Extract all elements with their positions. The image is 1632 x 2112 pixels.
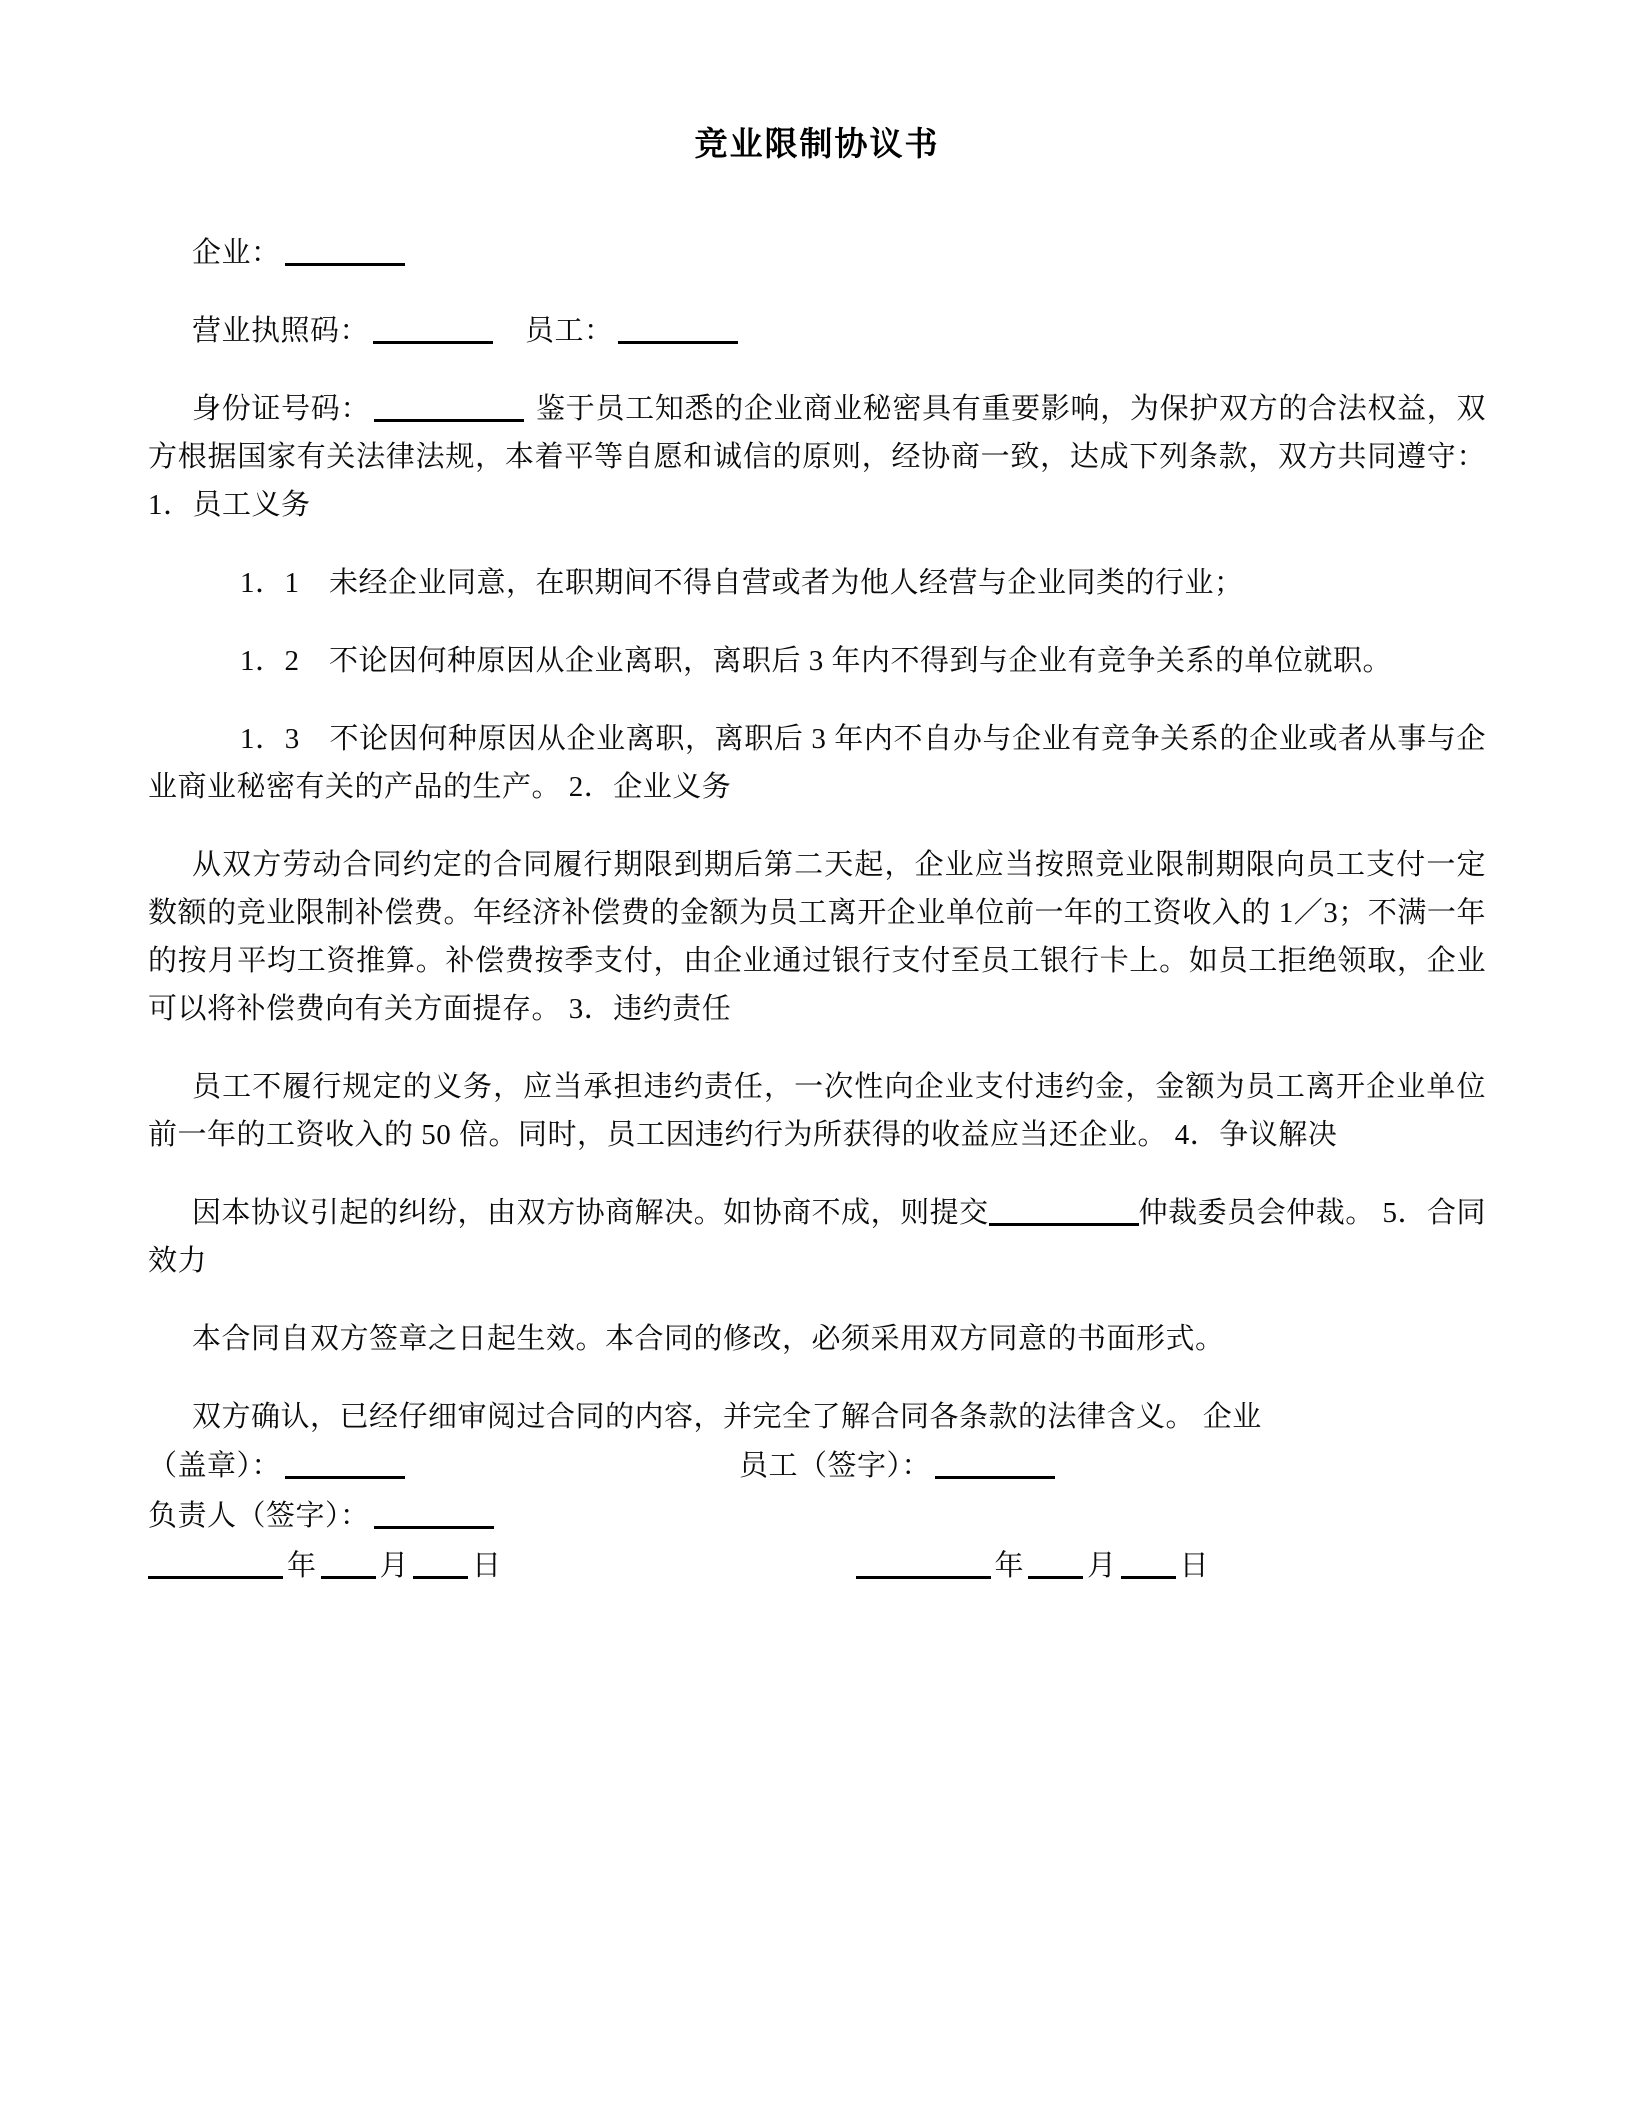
intro-text: 鉴于员工知悉的企业商业秘密具有重要影响，为保护双方的合法权益，双方根据国家有关法律法规，本着平等自愿和诚信的原则，经协商一致，达成下列条款，双方共同遵守： 1．员工义务 — [148, 393, 1486, 521]
para-clause-1-1: 1．1 未经企业同意，在职期间不得自营或者为他人经营与企业同类的行业； — [240, 567, 1244, 599]
para-compensation: 从双方劳动合同约定的合同履行期限到期后第二天起，企业应当按照竞业限制期限向员工支付一定数额的竞业限制补偿费。年经济补偿费的金额为员工离开企业单位前一年的工资收入的 1／3；不满一年的按月平均工资推算。补偿费按季支付，由企业通过银行支付至员工银行卡上。如员工拒绝领取，企业可以将补偿费向有关方面提存。 3．违约责任 — [148, 849, 1486, 1025]
employee-label: 员工： — [525, 315, 614, 347]
para-intro — [148, 385, 1486, 529]
dispute-text-after: 仲裁委员会仲裁。 5．合同效力 — [148, 1197, 1486, 1277]
document-title: 竞业限制协议书 — [694, 125, 940, 162]
enterprise-seal-label: （盖章）： — [148, 1450, 282, 1482]
para-breach: 员工不履行规定的义务，应当承担违约责任，一次性向企业支付违约金，金额为员工离开企业单位前一年的工资收入的 50 倍。同时，员工因违约行为所获得的收益应当还企业。 4．争议解决 — [148, 1071, 1486, 1151]
para-dispute — [148, 1189, 1486, 1285]
enterprise-seal-blank-field[interactable] — [285, 1447, 405, 1479]
day-label: 日 — [472, 1550, 502, 1582]
license-blank-field[interactable] — [373, 312, 493, 344]
employee-date-month-blank[interactable] — [1028, 1547, 1083, 1579]
manager-signature-blank-field[interactable] — [374, 1497, 494, 1529]
dispute-text-before: 因本协议引起的纠纷，由双方协商解决。如协商不成，则提交 — [192, 1197, 989, 1229]
arbitration-blank-field[interactable] — [989, 1194, 1139, 1226]
signature-line-manager — [148, 1491, 1486, 1541]
year-label: 年 — [994, 1550, 1025, 1582]
license-label: 营业执照码： — [192, 315, 370, 347]
signature-line-seal-and-employee — [148, 1441, 1486, 1491]
month-label: 月 — [1087, 1550, 1117, 1582]
year-label: 年 — [287, 1550, 317, 1582]
day-label: 日 — [1179, 1550, 1210, 1582]
employee-blank-field[interactable] — [618, 312, 738, 344]
enterprise-date-day-blank[interactable] — [413, 1547, 468, 1579]
para-confirm: 双方确认，已经仔细审阅过合同的内容，并完全了解合同各条款的法律含义。 企业 — [192, 1401, 1262, 1433]
employee-date-day-blank[interactable] — [1121, 1547, 1176, 1579]
field-line-license-employee — [148, 307, 1486, 355]
enterprise-date-month-blank[interactable] — [321, 1547, 376, 1579]
employee-signature-label: 员工（签字）： — [739, 1450, 932, 1482]
enterprise-label: 企业： — [192, 237, 281, 269]
id-number-blank-field[interactable] — [374, 390, 524, 422]
enterprise-date-year-blank[interactable] — [148, 1547, 283, 1579]
month-label: 月 — [379, 1550, 410, 1582]
para-effect: 本合同自双方签章之日起生效。本合同的修改，必须采用双方同意的书面形式。 — [192, 1323, 1225, 1355]
date-line — [148, 1541, 1486, 1591]
para-clause-1-2: 1．2 不论因何种原因从企业离职，离职后 3 年内不得到与企业有竞争关系的单位就职。 — [240, 645, 1393, 677]
manager-signature-label: 负责人（签字）： — [148, 1500, 370, 1532]
employee-signature-blank-field[interactable] — [935, 1447, 1055, 1479]
enterprise-blank-field[interactable] — [285, 234, 405, 266]
para-clause-1-3: 1．3 不论因何种原因从企业离职，离职后 3 年内不自办与企业有竞争关系的企业或者从事与企业商业秘密有关的产品的生产。 2．企业义务 — [148, 723, 1486, 803]
employee-date-year-blank[interactable] — [856, 1547, 991, 1579]
field-line-enterprise — [148, 229, 1486, 277]
id-number-label: 身份证号码： — [192, 393, 371, 425]
